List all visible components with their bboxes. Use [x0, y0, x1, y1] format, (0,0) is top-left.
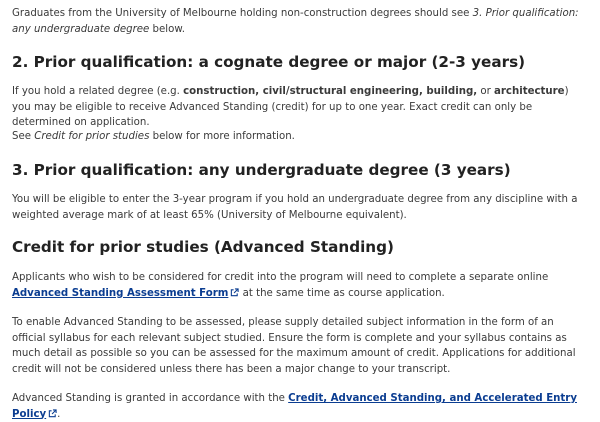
italic-reference: Credit for prior studies: [34, 131, 150, 142]
heading-cognate-degree: 2. Prior qualification: a cognate degree or major (2-3 years): [12, 53, 526, 71]
bold-degree-list: construction, civil/structural engineering, building,: [183, 86, 478, 97]
any-degree-paragraph: You will be eligible to enter the 3-year program if you hold an undergraduate degree from any discipline with a weighted average mark of at least 65% (University of Melbourne equivalent).: [12, 194, 578, 221]
heading-any-degree: 3. Prior qualification: any undergraduate degree (3 years): [12, 161, 511, 179]
text: If you hold a related degree (e.g.: [12, 86, 184, 97]
text: Applicants who wish to be considered for credit into the program will need to complete a separate online: [12, 272, 549, 283]
text: Graduates from the University of Melbourne holding non-construction degrees should see: [12, 8, 473, 19]
heading-credit-prior-studies: Credit for prior studies (Advanced Standing): [12, 238, 394, 256]
italic-reference: 3. Prior qualification: any undergraduate degree: [12, 8, 579, 35]
link-label: Advanced Standing Assessment Form: [12, 287, 229, 299]
text: See: [12, 131, 35, 142]
policy-paragraph: [12, 391, 587, 422]
text: below.: [149, 23, 185, 35]
intro-paragraph: [12, 6, 582, 37]
text: or: [477, 86, 495, 97]
cognate-degree-paragraph: [12, 84, 582, 131]
bold-architecture: architecture: [494, 86, 565, 97]
text: ) you may be eligible to receive Advanced Standing (credit) for up to one year. Exact credit can only be determined on application.: [12, 86, 569, 128]
text: below for more information.: [149, 131, 295, 142]
syllabus-paragraph: To enable Advanced Standing to be assessed, please supply detailed subject information in the form of an official syllabus for each relevant subject studied. Ensure the form is complete and your syllabus contains as much detail as possible so you can be assessed for the maximum amount of credit. Applications for additional credit will not be considered unless there has been a major change to your transcript.: [12, 317, 576, 375]
advanced-standing-form-link[interactable]: [12, 288, 228, 299]
credit-form-paragraph: [12, 270, 587, 301]
link-label: Credit, Advanced Standing, and Accelerated Entry Policy: [12, 393, 577, 420]
text: .: [57, 408, 61, 420]
text: at the same time as course application.: [239, 287, 445, 299]
text: Advanced Standing is granted in accordance with the: [12, 393, 289, 404]
external-link-icon: [48, 409, 57, 418]
see-credit-paragraph: [12, 129, 582, 145]
